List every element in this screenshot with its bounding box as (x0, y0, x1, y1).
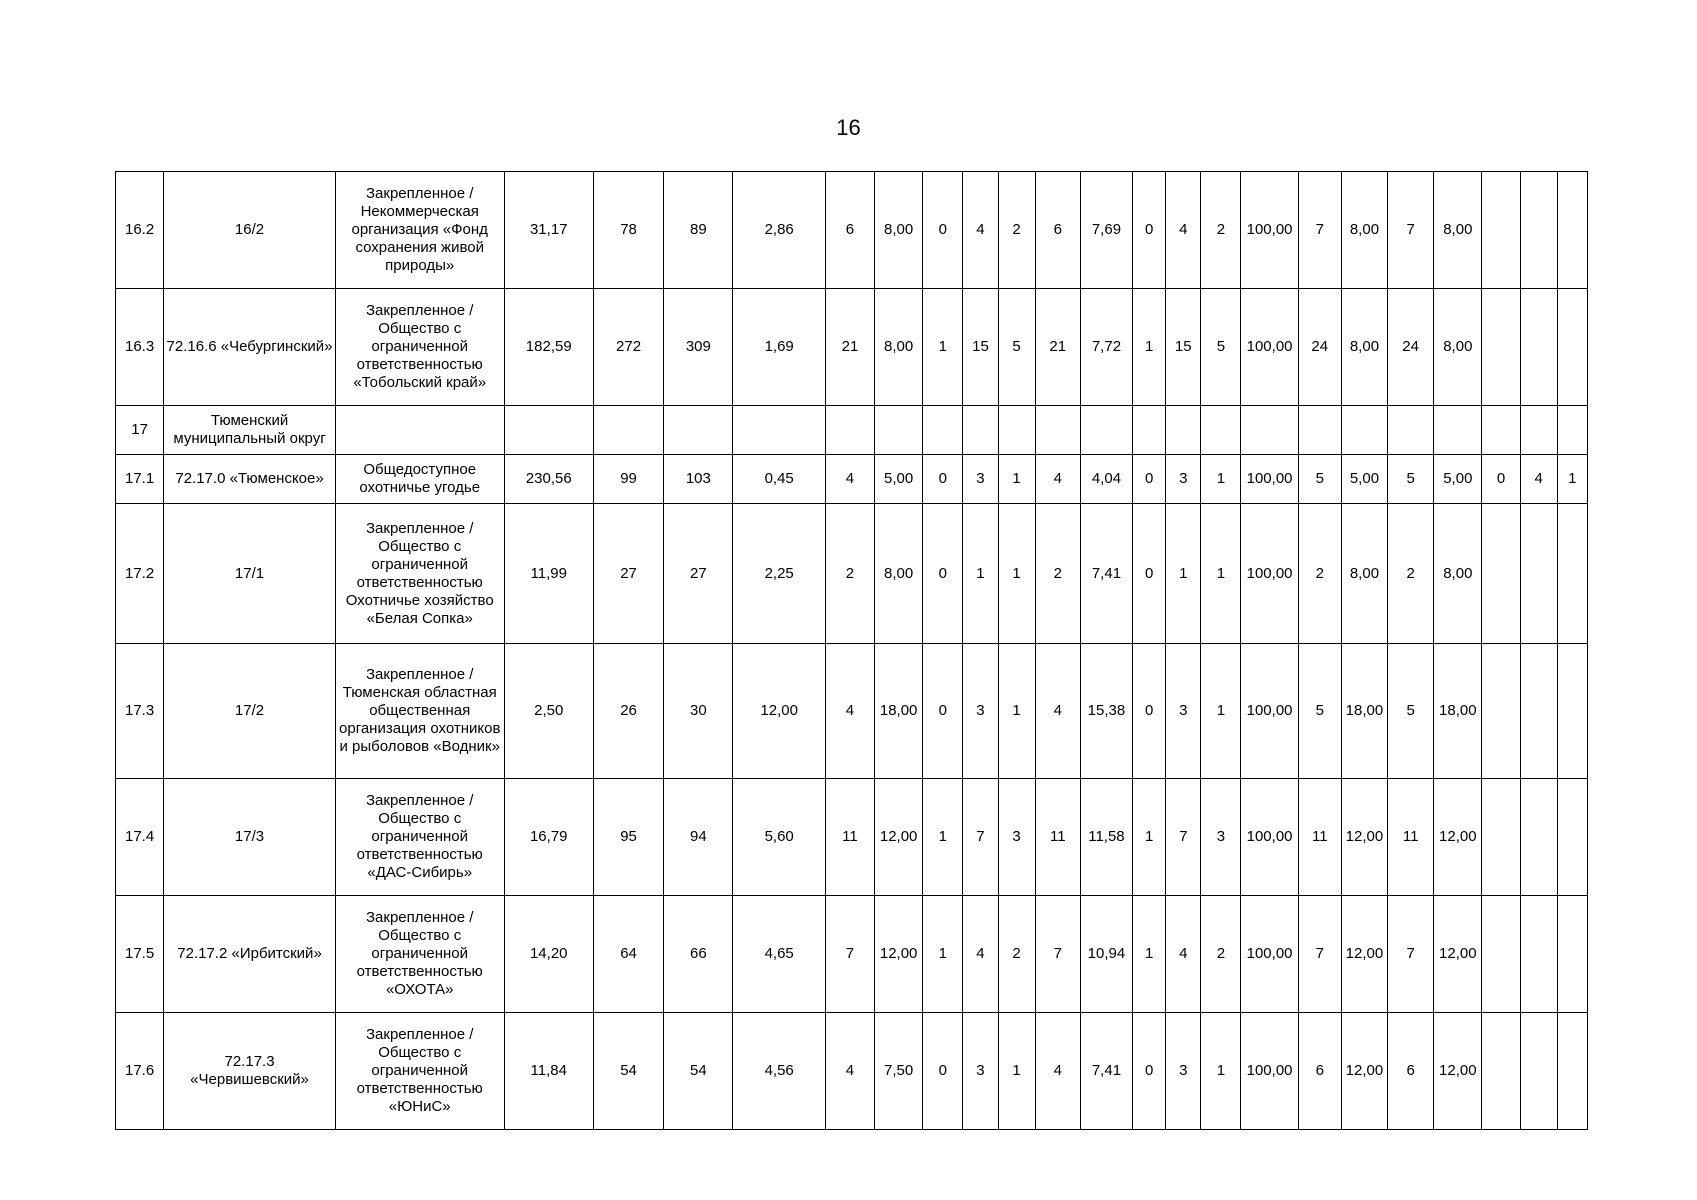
quota-cell (1166, 406, 1201, 455)
percent-cell (1241, 406, 1298, 455)
quota-cell (1482, 1013, 1520, 1130)
quota-cell: 5 (998, 289, 1035, 406)
quota-cell: 3 (1166, 1013, 1201, 1130)
quota-cell: 0 (923, 172, 963, 289)
percent-cell: 7,41 (1080, 504, 1132, 644)
count-cell: 26 (593, 644, 663, 779)
count-cell: 78 (593, 172, 663, 289)
percent-cell: 12,00 (1434, 779, 1482, 896)
category-owner-cell: Закрепленное / Общество с ограниченной ответственностью «ОХОТА» (335, 896, 504, 1013)
quota-cell: 2 (1298, 504, 1341, 644)
quota-cell: 0 (1133, 455, 1166, 504)
count-cell: 99 (593, 455, 663, 504)
quota-cell (1298, 406, 1341, 455)
category-owner-cell: Закрепленное / Общество с ограниченной ответственностью «Тобольский край» (335, 289, 504, 406)
quota-cell: 21 (825, 289, 874, 406)
quota-cell: 11 (1035, 779, 1080, 896)
category-owner-cell: Общедоступное охотничье угодье (335, 455, 504, 504)
quota-cell: 1 (998, 504, 1035, 644)
percent-cell: 8,00 (1434, 504, 1482, 644)
quota-cell (998, 406, 1035, 455)
area-cell: 31,17 (504, 172, 593, 289)
quota-cell: 0 (1133, 504, 1166, 644)
count-cell: 66 (664, 896, 733, 1013)
hunting-ground-cell: 72.17.0 «Тюменское» (164, 455, 336, 504)
quota-cell: 0 (1133, 644, 1166, 779)
percent-cell: 100,00 (1241, 896, 1298, 1013)
percent-cell: 12,00 (1341, 779, 1387, 896)
quota-cell: 4 (1035, 644, 1080, 779)
quota-cell (923, 406, 963, 455)
quota-cell: 4 (825, 1013, 874, 1130)
quota-cell (1520, 1013, 1557, 1130)
quota-cell: 1 (1166, 504, 1201, 644)
percent-cell: 18,00 (1341, 644, 1387, 779)
category-owner-cell: Закрепленное / Общество с ограниченной ответственностью «ДАС-Сибирь» (335, 779, 504, 896)
quota-cell: 6 (1035, 172, 1080, 289)
hunting-ground-cell: 17/1 (164, 504, 336, 644)
quota-cell: 24 (1388, 289, 1434, 406)
quota-cell: 1 (1133, 896, 1166, 1013)
percent-cell: 7,41 (1080, 1013, 1132, 1130)
row-number-cell: 17.1 (116, 455, 164, 504)
table-row (116, 644, 1588, 779)
category-owner-cell: Закрепленное / Некоммерческая организация «Фонд сохранения живой природы» (335, 172, 504, 289)
quota-cell: 5 (1388, 644, 1434, 779)
quota-cell: 0 (1482, 455, 1520, 504)
density-cell: 5,60 (733, 779, 825, 896)
row-number-cell: 17.3 (116, 644, 164, 779)
quota-cell: 15 (963, 289, 998, 406)
count-cell: 95 (593, 779, 663, 896)
quota-cell: 3 (963, 455, 998, 504)
count-cell: 64 (593, 896, 663, 1013)
quota-cell (1520, 644, 1557, 779)
table-row (116, 455, 1588, 504)
quota-cell: 1 (923, 896, 963, 1013)
row-number-cell: 17 (116, 406, 164, 455)
count-cell: 103 (664, 455, 733, 504)
percent-cell: 8,00 (875, 289, 923, 406)
quota-cell (1482, 896, 1520, 1013)
quota-cell (1557, 172, 1587, 289)
percent-cell: 11,58 (1080, 779, 1132, 896)
quota-cell (825, 406, 874, 455)
percent-cell: 8,00 (1434, 172, 1482, 289)
quota-cell: 24 (1298, 289, 1341, 406)
quota-cell: 5 (1298, 644, 1341, 779)
quota-cell: 5 (1201, 289, 1241, 406)
percent-cell: 18,00 (875, 644, 923, 779)
percent-cell (1434, 406, 1482, 455)
quota-cell: 1 (963, 504, 998, 644)
category-owner-cell: Закрепленное / Общество с ограниченной ответственностью «ЮНиС» (335, 1013, 504, 1130)
quota-cell (1520, 779, 1557, 896)
area-cell: 11,84 (504, 1013, 593, 1130)
quota-cell (1520, 406, 1557, 455)
quota-cell: 1 (1133, 779, 1166, 896)
quota-cell: 3 (1166, 455, 1201, 504)
quota-cell (1133, 406, 1166, 455)
percent-cell: 8,00 (1341, 504, 1387, 644)
density-cell: 1,69 (733, 289, 825, 406)
table-row (116, 172, 1588, 289)
percent-cell: 8,00 (1341, 172, 1387, 289)
percent-cell: 8,00 (1341, 289, 1387, 406)
quota-cell: 2 (825, 504, 874, 644)
quota-cell: 1 (1201, 504, 1241, 644)
quota-cell: 6 (825, 172, 874, 289)
quota-cell (1482, 779, 1520, 896)
row-number-cell: 17.5 (116, 896, 164, 1013)
quota-cell: 1 (923, 289, 963, 406)
quota-cell: 3 (1166, 644, 1201, 779)
quota-cell (963, 406, 998, 455)
quota-cell (1201, 406, 1241, 455)
percent-cell (1080, 406, 1132, 455)
count-cell: 30 (664, 644, 733, 779)
table-row (116, 504, 1588, 644)
quota-cell: 1 (1557, 455, 1587, 504)
percent-cell: 12,00 (1341, 896, 1387, 1013)
area-cell: 230,56 (504, 455, 593, 504)
count-cell: 94 (664, 779, 733, 896)
quota-cell: 3 (1201, 779, 1241, 896)
table-row (116, 289, 1588, 406)
percent-cell: 12,00 (1434, 1013, 1482, 1130)
count-cell: 89 (664, 172, 733, 289)
quota-cell: 2 (1388, 504, 1434, 644)
quota-cell: 4 (825, 455, 874, 504)
quota-cell (1482, 289, 1520, 406)
count-cell (664, 406, 733, 455)
percent-cell: 5,00 (1434, 455, 1482, 504)
hunting-ground-cell: 17/2 (164, 644, 336, 779)
percent-cell: 7,72 (1080, 289, 1132, 406)
quota-cell: 0 (923, 644, 963, 779)
percent-cell: 5,00 (875, 455, 923, 504)
quota-cell (1035, 406, 1080, 455)
percent-cell (875, 406, 923, 455)
quota-cell: 4 (1166, 172, 1201, 289)
quota-cell: 1 (1201, 644, 1241, 779)
table-row (116, 406, 1588, 455)
category-owner-cell: Закрепленное / Тюменская областная общественная организация охотников и рыболовов «Водник» (335, 644, 504, 779)
quota-cell (1557, 1013, 1587, 1130)
quota-cell: 11 (1298, 779, 1341, 896)
quota-cell (1520, 172, 1557, 289)
quota-cell (1557, 896, 1587, 1013)
count-cell: 54 (593, 1013, 663, 1130)
quota-cell: 4 (1035, 1013, 1080, 1130)
quota-cell: 0 (1133, 1013, 1166, 1130)
density-cell: 4,65 (733, 896, 825, 1013)
quota-cell: 2 (998, 896, 1035, 1013)
quota-cell: 4 (963, 896, 998, 1013)
percent-cell: 12,00 (1341, 1013, 1387, 1130)
percent-cell: 4,04 (1080, 455, 1132, 504)
percent-cell: 10,94 (1080, 896, 1132, 1013)
quota-cell: 1 (998, 1013, 1035, 1130)
quota-cell (1557, 504, 1587, 644)
hunting-ground-cell: 17/3 (164, 779, 336, 896)
quota-cell: 1 (923, 779, 963, 896)
percent-cell: 12,00 (875, 779, 923, 896)
quota-cell (1482, 504, 1520, 644)
quota-cell (1388, 406, 1434, 455)
percent-cell: 100,00 (1241, 289, 1298, 406)
quota-cell: 4 (1166, 896, 1201, 1013)
quota-cell: 7 (1388, 896, 1434, 1013)
quota-cell: 4 (825, 644, 874, 779)
quota-cell: 7 (825, 896, 874, 1013)
percent-cell: 18,00 (1434, 644, 1482, 779)
hunting-ground-cell: 72.17.2 «Ирбитский» (164, 896, 336, 1013)
quota-cell (1557, 644, 1587, 779)
percent-cell: 12,00 (1434, 896, 1482, 1013)
percent-cell: 8,00 (875, 504, 923, 644)
density-cell: 0,45 (733, 455, 825, 504)
area-cell (504, 406, 593, 455)
row-number-cell: 17.4 (116, 779, 164, 896)
count-cell: 54 (664, 1013, 733, 1130)
table-row (116, 779, 1588, 896)
percent-cell: 15,38 (1080, 644, 1132, 779)
quota-cell (1482, 644, 1520, 779)
row-number-cell: 17.2 (116, 504, 164, 644)
quota-cell: 0 (1133, 172, 1166, 289)
quota-cell (1557, 289, 1587, 406)
hunting-ground-cell: Тюменский муниципальный округ (164, 406, 336, 455)
quota-cell: 7 (1388, 172, 1434, 289)
quota-cell: 0 (923, 1013, 963, 1130)
count-cell: 27 (664, 504, 733, 644)
category-owner-cell: Закрепленное / Общество с ограниченной ответственностью Охотничье хозяйство «Белая Сопка» (335, 504, 504, 644)
quota-cell (1520, 896, 1557, 1013)
table-body (116, 172, 1588, 1130)
quota-cell: 1 (1133, 289, 1166, 406)
quota-cell: 2 (1201, 172, 1241, 289)
quota-cell: 0 (923, 455, 963, 504)
percent-cell: 100,00 (1241, 504, 1298, 644)
quota-cell: 2 (1035, 504, 1080, 644)
density-cell: 2,86 (733, 172, 825, 289)
quota-cell: 3 (998, 779, 1035, 896)
area-cell: 14,20 (504, 896, 593, 1013)
quota-cell: 4 (963, 172, 998, 289)
quota-cell: 0 (923, 504, 963, 644)
hunting-ground-cell: 72.16.6 «Чебургинский» (164, 289, 336, 406)
row-number-cell: 16.3 (116, 289, 164, 406)
percent-cell: 5,00 (1341, 455, 1387, 504)
percent-cell: 100,00 (1241, 644, 1298, 779)
quota-cell: 7 (1298, 172, 1341, 289)
percent-cell: 7,50 (875, 1013, 923, 1130)
quota-cell: 4 (1035, 455, 1080, 504)
quota-cell: 21 (1035, 289, 1080, 406)
quota-cell (1557, 779, 1587, 896)
area-cell: 16,79 (504, 779, 593, 896)
quota-cell: 11 (1388, 779, 1434, 896)
percent-cell: 100,00 (1241, 172, 1298, 289)
quota-cell: 3 (963, 644, 998, 779)
quota-cell: 11 (825, 779, 874, 896)
table-row (116, 896, 1588, 1013)
quota-cell: 5 (1388, 455, 1434, 504)
area-cell: 2,50 (504, 644, 593, 779)
quota-cell (1520, 504, 1557, 644)
row-number-cell: 17.6 (116, 1013, 164, 1130)
count-cell (593, 406, 663, 455)
row-number-cell: 16.2 (116, 172, 164, 289)
count-cell: 272 (593, 289, 663, 406)
quota-cell: 6 (1388, 1013, 1434, 1130)
percent-cell: 100,00 (1241, 779, 1298, 896)
density-cell: 12,00 (733, 644, 825, 779)
percent-cell: 8,00 (1434, 289, 1482, 406)
count-cell: 27 (593, 504, 663, 644)
percent-cell: 100,00 (1241, 455, 1298, 504)
percent-cell: 100,00 (1241, 1013, 1298, 1130)
quota-cell: 2 (998, 172, 1035, 289)
percent-cell: 7,69 (1080, 172, 1132, 289)
hunting-ground-cell: 16/2 (164, 172, 336, 289)
quota-cell: 2 (1201, 896, 1241, 1013)
page-number: 16 (836, 115, 861, 140)
quota-cell: 3 (963, 1013, 998, 1130)
percent-cell: 12,00 (875, 896, 923, 1013)
quota-cell: 4 (1520, 455, 1557, 504)
quota-cell: 15 (1166, 289, 1201, 406)
quota-cell (1482, 172, 1520, 289)
quota-cell: 1 (1201, 455, 1241, 504)
percent-cell (1341, 406, 1387, 455)
density-cell (733, 406, 825, 455)
area-cell: 11,99 (504, 504, 593, 644)
quota-cell: 1 (998, 455, 1035, 504)
quota-cell: 1 (998, 644, 1035, 779)
quota-cell: 7 (1035, 896, 1080, 1013)
quota-cell: 6 (1298, 1013, 1341, 1130)
hunting-grounds-table (115, 171, 1588, 1130)
density-cell: 4,56 (733, 1013, 825, 1130)
hunting-ground-cell: 72.17.3 «Червишевский» (164, 1013, 336, 1130)
quota-cell (1557, 406, 1587, 455)
quota-cell: 7 (1298, 896, 1341, 1013)
table-row (116, 1013, 1588, 1130)
count-cell: 309 (664, 289, 733, 406)
quota-cell: 5 (1298, 455, 1341, 504)
category-owner-cell (335, 406, 504, 455)
density-cell: 2,25 (733, 504, 825, 644)
percent-cell: 8,00 (875, 172, 923, 289)
quota-cell (1520, 289, 1557, 406)
quota-cell: 7 (963, 779, 998, 896)
area-cell: 182,59 (504, 289, 593, 406)
quota-cell: 1 (1201, 1013, 1241, 1130)
quota-cell (1482, 406, 1520, 455)
quota-cell: 7 (1166, 779, 1201, 896)
